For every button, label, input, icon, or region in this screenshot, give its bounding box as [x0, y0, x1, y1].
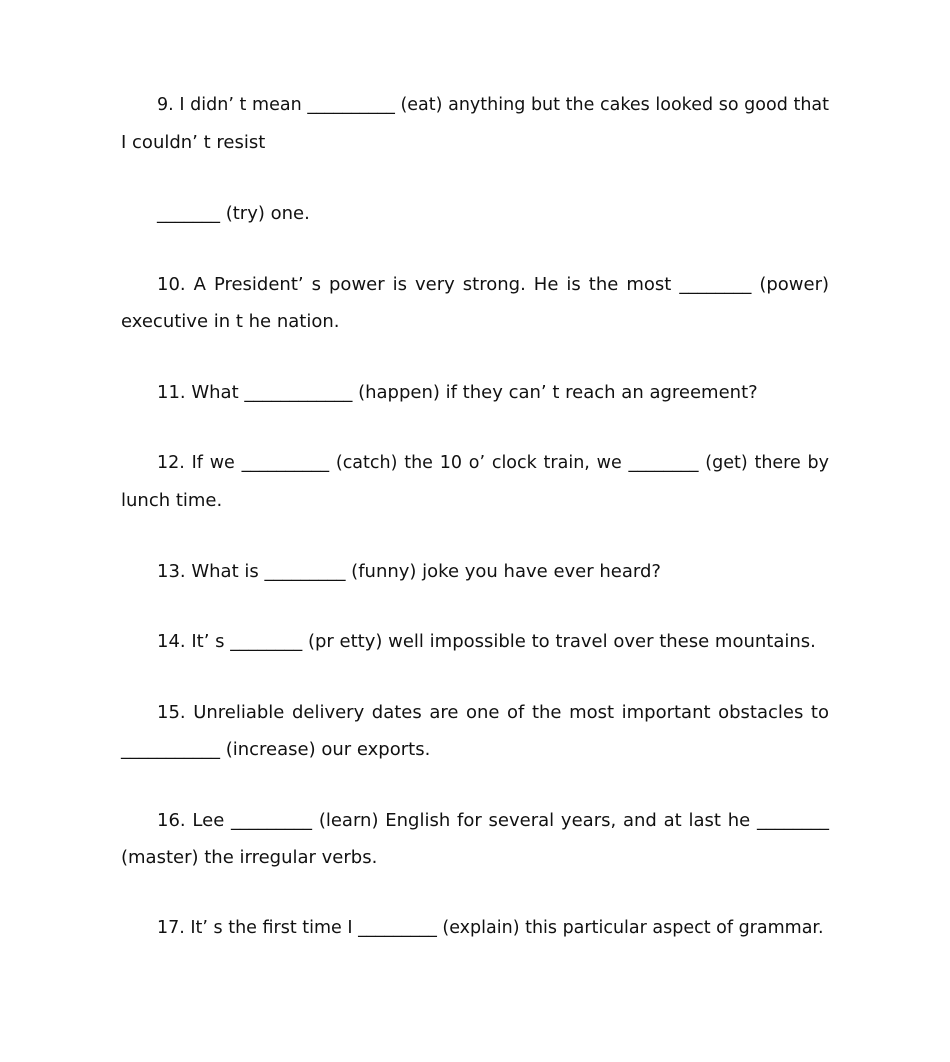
question-10-line-1: 10. A President’ s power is very strong. He is the most ________ (power) — [157, 274, 829, 295]
question-15-line-2: ___________ (increase) our exports. — [121, 739, 431, 760]
question-9-line-2: I couldn’ t resist — [121, 132, 266, 153]
question-9 — [121, 87, 829, 161]
question-15 — [121, 694, 829, 768]
question-17 — [121, 910, 829, 947]
question-16 — [121, 802, 829, 876]
question-17-line-1: 17. It’ s the first time I _________ (explain) this particular aspect of grammar. — [157, 918, 824, 938]
question-9-line-1: 9. I didn’ t mean __________ (eat) anything but the cakes looked so good that — [157, 95, 829, 115]
question-16-line-1: 16. Lee _________ (learn) English for several years, and at last he ________ — [157, 810, 829, 831]
question-11-line-1: 11. What ____________ (happen) if they can’ t reach an agreement? — [157, 382, 758, 403]
question-9-continuation — [121, 195, 829, 232]
question-12-line-1: 12. If we __________ (catch) the 10 o’ clock train, we ________ (get) there by — [157, 453, 829, 473]
question-10 — [121, 266, 829, 340]
question-9-continuation-line: _______ (try) one. — [157, 203, 310, 224]
question-11 — [121, 374, 829, 411]
question-13 — [121, 553, 829, 590]
question-13-line-1: 13. What is _________ (funny) joke you have ever heard? — [157, 561, 661, 582]
question-10-line-2: executive in t he nation. — [121, 311, 340, 332]
question-12-line-2: lunch time. — [121, 490, 223, 511]
question-15-line-1: 15. Unreliable delivery dates are one of the most important obstacles to — [157, 702, 829, 723]
question-12 — [121, 445, 829, 519]
question-16-line-2: (master) the irregular verbs. — [121, 847, 378, 868]
question-14-line-1: 14. It’ s ________ (pr etty) well impossible to travel over these mountains. — [157, 631, 816, 652]
question-14 — [121, 623, 829, 660]
